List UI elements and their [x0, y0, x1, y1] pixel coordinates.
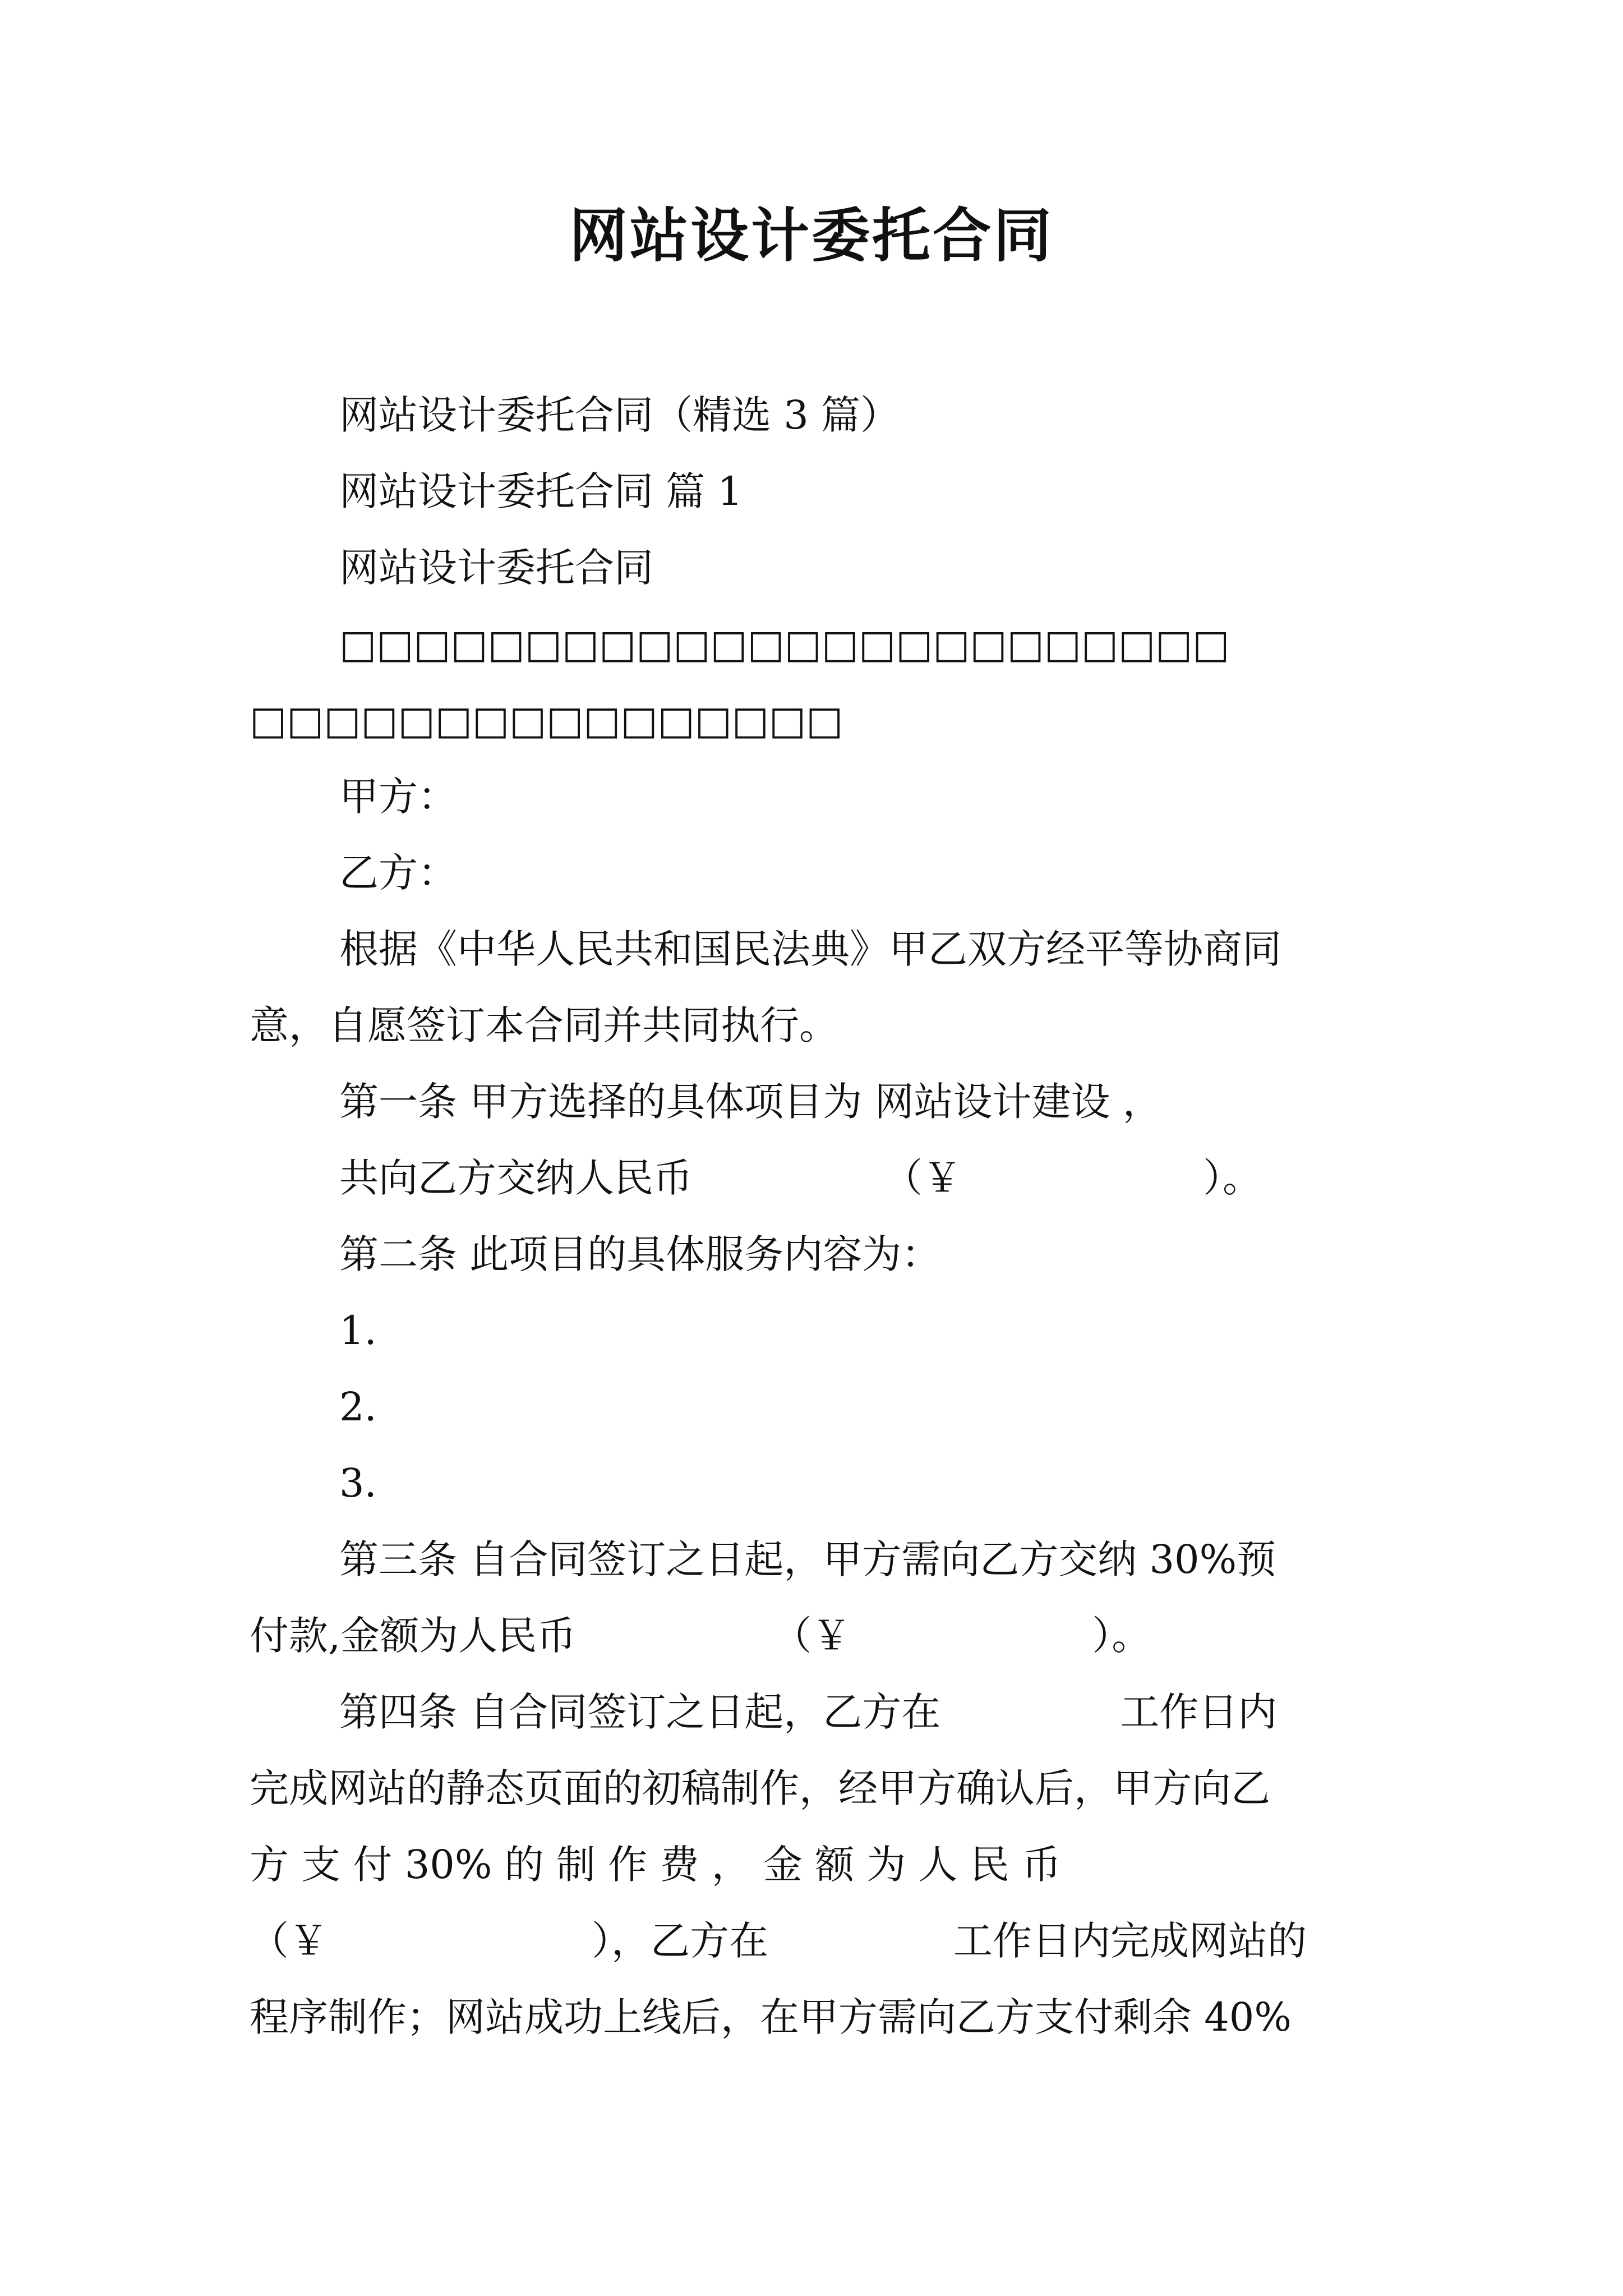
garbled-text-line-1: □□□□□□□□□□□□□□□□□□□□□□□□	[339, 621, 1230, 667]
article-1-line-1: 第一条 甲方选择的具体项目为 网站设计建设 ，	[339, 1079, 1162, 1125]
article-4-line-3: 方 支 付 30% 的 制 作 费 ， 金 额 为 人 民 币	[250, 1842, 1062, 1888]
article-1-line-2	[250, 1140, 1388, 1216]
article-1-yen-open: （￥	[883, 1155, 962, 1201]
service-item-2: 2.	[339, 1384, 377, 1430]
intro-line-1: 根据《中华人民共和国民法典》甲乙双方经平等协商同	[339, 926, 1281, 972]
service-item-3: 3.	[339, 1460, 377, 1506]
article-3-yen-close: ）。	[1092, 1613, 1151, 1659]
section-heading: 网站设计委托合同 篇 1	[339, 468, 743, 514]
party-a-label: 甲方：	[339, 774, 457, 820]
intro-line-2: 意，自愿签订本合同并共同执行。	[250, 1002, 838, 1048]
article-1-yen-close: ）。	[1203, 1155, 1262, 1201]
article-2-line: 第二条 此项目的具体服务内容为：	[339, 1231, 941, 1277]
article-1-amount-label: 共向乙方交纳人民币	[339, 1155, 693, 1201]
article-3-line-1: 第三条 自合同签订之日起，甲方需向乙方交纳 30%预	[339, 1536, 1276, 1582]
article-4-line-5: 程序制作；网站成功上线后，在甲方需向乙方支付剩余 40%	[250, 1994, 1292, 2040]
party-b-label: 乙方：	[339, 850, 457, 896]
service-item-1: 1.	[339, 1308, 377, 1354]
article-4-workdays: 工作日内	[1120, 1689, 1278, 1735]
article-3-yen-open: （￥	[772, 1613, 851, 1659]
article-3-line-2	[250, 1598, 1388, 1674]
article-4-yen-close: ），乙方在	[592, 1918, 768, 1964]
article-4-start: 第四条 自合同签订之日起，乙方在	[339, 1689, 941, 1735]
contract-heading: 网站设计委托合同	[339, 545, 653, 591]
garbled-text-line-2: □□□□□□□□□□□□□□□□	[250, 697, 843, 743]
article-3-amount-label: 付款,金额为人民币	[250, 1613, 577, 1659]
subtitle-line: 网站设计委托合同（精选 3 篇）	[339, 392, 900, 438]
article-4-line-4	[250, 1903, 1388, 1979]
document-body	[250, 377, 1388, 2055]
article-4-workdays-2: 工作日内完成网站的	[953, 1918, 1307, 1964]
article-4-line-1	[250, 1674, 1388, 1750]
article-4-yen-open: （￥	[250, 1918, 328, 1964]
article-4-line-2: 完成网站的静态页面的初稿制作，经甲方确认后，甲方向乙	[250, 1765, 1270, 1811]
document-title: 网站设计委托合同	[569, 201, 1054, 270]
